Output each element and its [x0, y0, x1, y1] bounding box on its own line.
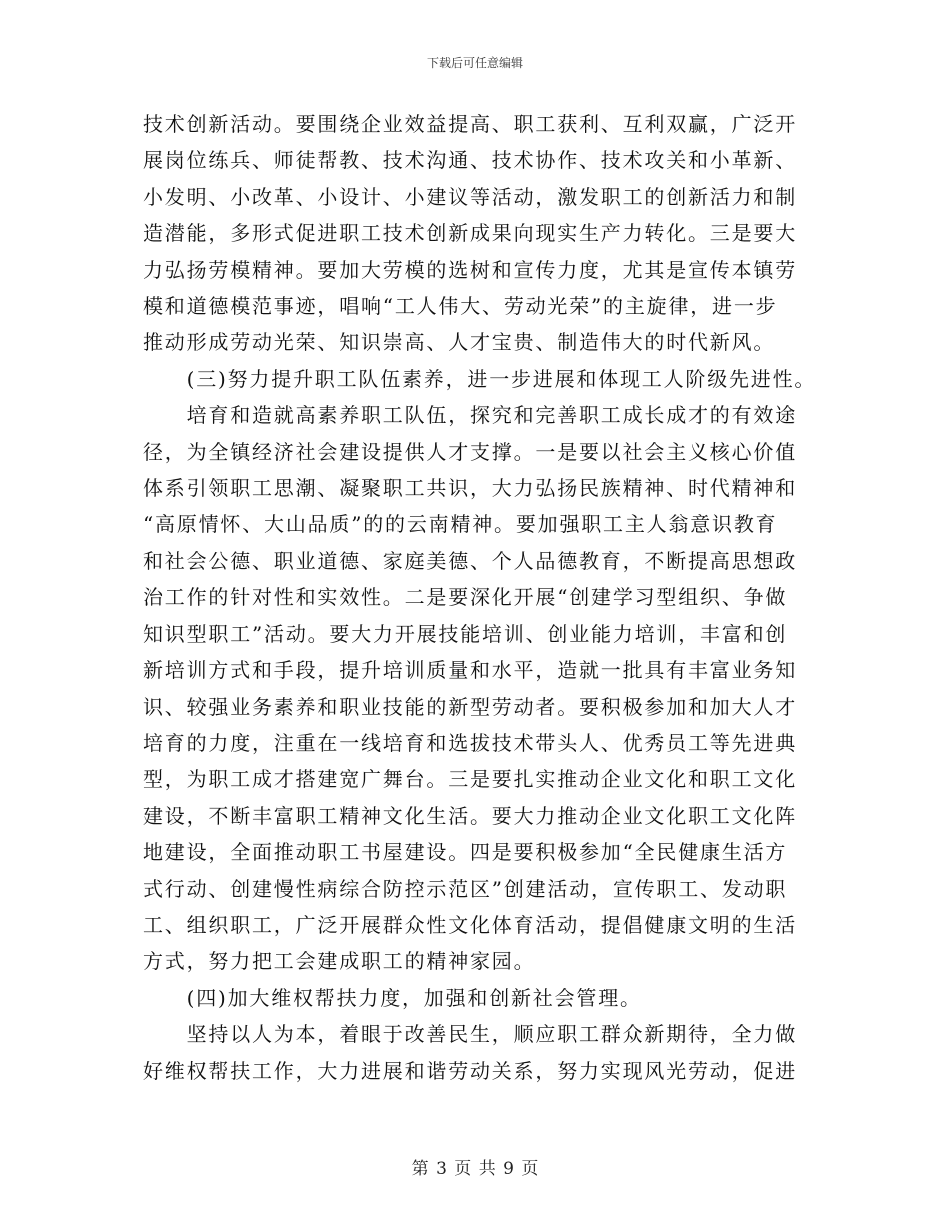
text-line: 力弘扬劳模精神。要加大劳模的选树和宣传力度，尤其是宣传本镇劳: [143, 257, 797, 282]
text-line: 识、较强业务素养和职业技能的新型劳动者。要积极参加和加大人才: [143, 694, 797, 719]
text-line: 和社会公德、职业道德、家庭美德、个人品德教育，不断提高思想政: [143, 548, 797, 573]
section-heading: (四)加大维权帮扶力度，加强和创新社会管理。: [143, 985, 642, 1010]
text-line: 体系引领职工思潮、凝聚职工共识，大力弘扬民族精神、时代精神和: [143, 476, 797, 501]
text-line: 技术创新活动。要围绕企业效益提高、职工获利、互利双赢，广泛开: [143, 112, 797, 136]
text-line: 地建设，全面推动职工书屋建设。四是要积极参加“全民健康生活方: [143, 840, 788, 865]
text-line: 模和道德模范事迹，唱响“工人伟大、劳动光荣”的主旋律，进一步: [143, 294, 778, 319]
page-footer: 第 3 页 共 9 页: [411, 1159, 539, 1179]
text-line: 方式，努力把工会建成职工的精神家园。: [143, 949, 536, 974]
text-line: 新培训方式和手段，提升培训质量和水平，造就一批具有丰富业务知: [143, 658, 797, 683]
text-line: 推动形成劳动光荣、知识崇高、人才宝贵、制造伟大的时代新风。: [143, 330, 776, 355]
text-line: 工、组织职工，广泛开展群众性文化体育活动，提倡健康文明的生活: [143, 912, 797, 937]
text-line: 径，为全镇经济社会建设提供人才支撑。一是要以社会主义核心价值: [143, 439, 797, 464]
text-line: “高原情怀、大山品质”的的云南精神。要加强职工主人翁意识教育: [143, 512, 778, 537]
text-line: 型，为职工成才搭建宽广舞台。三是要扎实推动企业文化和职工文化: [143, 767, 797, 792]
text-line: 坚持以人为本，着眼于改善民生，顺应职工群众新期待，全力做: [143, 1022, 797, 1047]
text-line: 小发明、小改革、小设计、小建议等活动，激发职工的创新活力和制: [143, 184, 797, 209]
text-line: 建设，不断丰富职工精神文化生活。要大力推动企业文化职工文化阵: [143, 803, 797, 828]
text-line: 知识型职工”活动。要大力开展技能培训、创业能力培训，丰富和创: [143, 621, 788, 646]
text-line: 展岗位练兵、师徒帮教、技术沟通、技术协作、技术攻关和小革新、: [143, 148, 797, 173]
text-line: 培育和造就高素养职工队伍，探究和完善职工成长成才的有效途: [143, 403, 797, 428]
text-line: 培育的力度，注重在一线培育和选拔技术带头人、优秀员工等先进典: [143, 730, 797, 755]
section-heading: (三)努力提升职工队伍素养，进一步进展和体现工人阶级先进性。: [143, 366, 817, 391]
body-text: [143, 106, 817, 1089]
text-line: 治工作的针对性和实效性。二是要深化开展“创建学习型组织、争做: [143, 585, 788, 610]
page-header: 下载后可任意编辑: [426, 56, 523, 70]
text-line: 造潜能，多形式促进职工技术创新成果向现实生产力转化。三是要大: [143, 221, 797, 246]
text-line: 好维权帮扶工作，大力进展和谐劳动关系，努力实现风光劳动，促进: [143, 1058, 797, 1083]
text-line: 式行动、创建慢性病综合防控示范区”创建活动，宣传职工、发动职: [143, 876, 788, 901]
